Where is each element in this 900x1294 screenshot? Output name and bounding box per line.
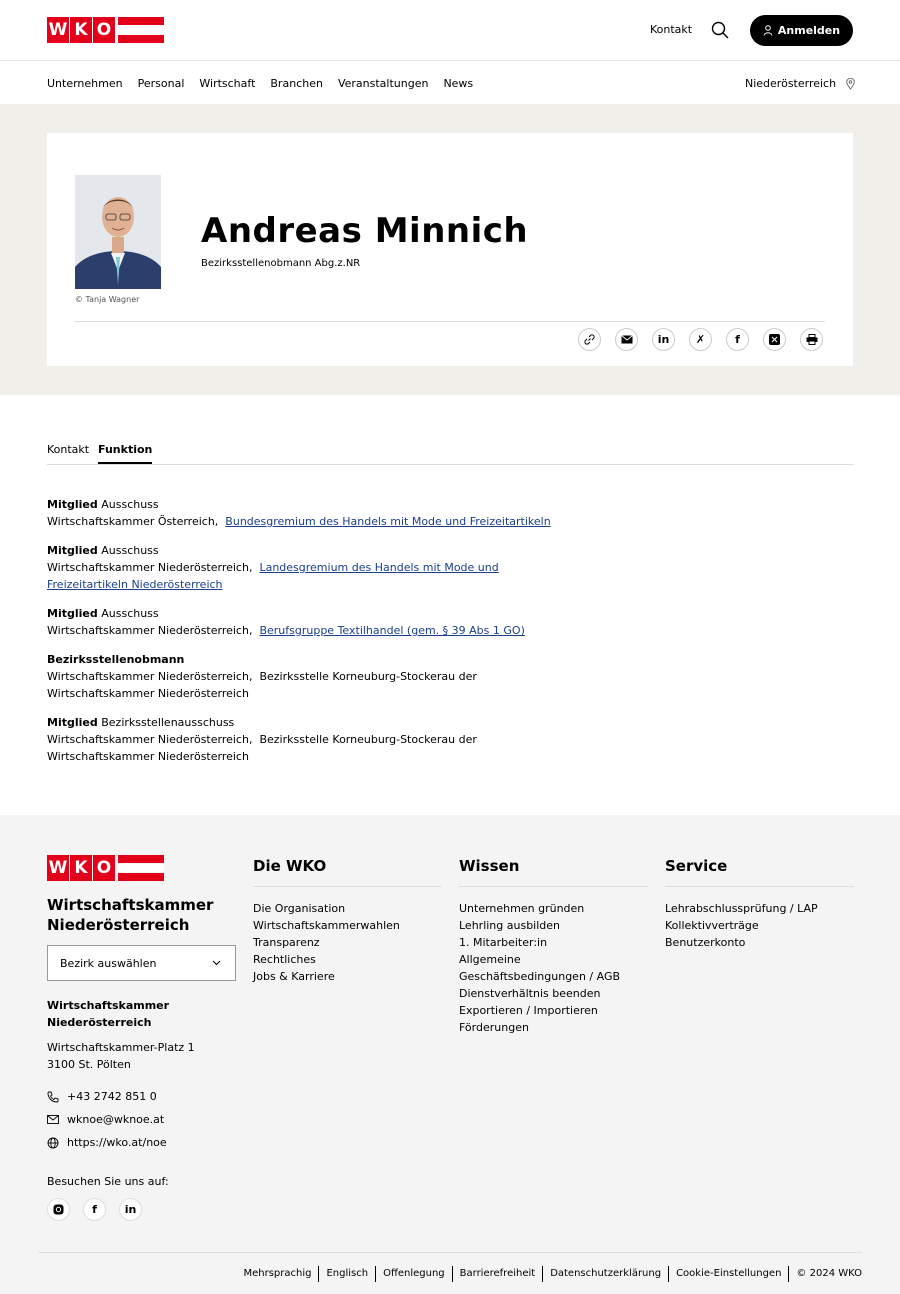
- function-link[interactable]: Bundesgremium des Handels mit Mode und Freizeitartikeln: [225, 515, 551, 528]
- footer-link[interactable]: Kollektivverträge: [665, 919, 759, 932]
- footer-col-die-wko: Die WKO Die Organisation Wirtschaftskammerwahlen Transparenz Rechtliches Jobs & Karriere: [253, 857, 442, 985]
- wko-logo-footer[interactable]: W K O: [47, 855, 164, 881]
- footer-link[interactable]: Lehrling ausbilden: [459, 919, 561, 932]
- footer-link[interactable]: Allgemeine Geschäftsbedingungen / AGB: [459, 953, 621, 983]
- list-item: Bezirksstellenobmann Wirtschaftskammer Niederösterreich, Bezirksstelle Korneuburg-Stockerau der Wirtschaftskammer Niederösterreich: [47, 653, 477, 700]
- mail-icon: [47, 1115, 59, 1124]
- footer-org-name: Wirtschaftskammer Niederösterreich: [47, 896, 214, 934]
- footer-link[interactable]: Dienstverhältnis beenden: [459, 987, 601, 1000]
- legal-link[interactable]: Mehrsprachig: [236, 1266, 319, 1282]
- facebook-icon[interactable]: f: [726, 328, 749, 351]
- footer-link[interactable]: Wirtschaftskammerwahlen: [253, 919, 400, 932]
- profile-photo: [75, 175, 161, 289]
- globe-icon: [47, 1137, 59, 1149]
- nav-item-unternehmen[interactable]: Unternehmen: [47, 77, 123, 90]
- footer-address: Wirtschaftskammer Niederösterreich Wirtschaftskammer-Platz 1 3100 St. Pölten: [47, 999, 195, 1071]
- profile-name: Andreas Minnich: [201, 211, 529, 251]
- list-item: Mitglied Bezirksstellenausschuss Wirtschaftskammer Niederösterreich, Bezirksstelle Korneuburg-Stockerau der Wirtschaftskammer Niederösterreich: [47, 716, 477, 763]
- legal-links: [236, 1266, 862, 1282]
- divider: [75, 321, 825, 322]
- divider: [38, 1252, 862, 1253]
- legal-link[interactable]: Barrierefreiheit: [453, 1266, 544, 1282]
- footer-phone[interactable]: +43 2742 851 0: [47, 1090, 157, 1103]
- footer-link[interactable]: Benutzerkonto: [665, 936, 746, 949]
- legal-link[interactable]: Offenlegung: [376, 1266, 453, 1282]
- footer-email[interactable]: wknoe@wknoe.at: [47, 1113, 164, 1126]
- facebook-icon[interactable]: f: [83, 1198, 106, 1221]
- location-pin-icon: [846, 78, 855, 90]
- wko-logo[interactable]: W K O: [47, 17, 164, 43]
- footer-link[interactable]: Unternehmen gründen: [459, 902, 585, 915]
- footer-col-wissen: Wissen Unternehmen gründen Lehrling ausbilden 1. Mitarbeiter:in Allgemeine Geschäftsbedingungen / AGB Dienstverhältnis beenden Exportieren / Importieren Förderungen: [459, 857, 648, 1036]
- nav-item-wirtschaft[interactable]: Wirtschaft: [199, 77, 256, 90]
- x-icon[interactable]: [763, 328, 786, 351]
- contact-link[interactable]: Kontakt: [650, 23, 693, 36]
- photo-credit: © Tanja Wagner: [75, 295, 140, 304]
- profile-role: Bezirksstellenobmann Abg.z.NR: [201, 258, 361, 269]
- legal-link[interactable]: Englisch: [319, 1266, 376, 1282]
- nav-item-veranstaltungen[interactable]: Veranstaltungen: [337, 77, 429, 90]
- social-label: Besuchen Sie uns auf:: [47, 1175, 169, 1188]
- tab-kontakt[interactable]: Kontakt: [47, 443, 90, 456]
- linkedin-icon[interactable]: in: [119, 1198, 142, 1221]
- footer-link[interactable]: Jobs & Karriere: [253, 970, 335, 983]
- legal-link[interactable]: Datenschutzerklärung: [543, 1266, 669, 1282]
- search-icon[interactable]: [711, 21, 729, 39]
- nav-item-personal[interactable]: Personal: [137, 77, 185, 90]
- footer-link[interactable]: Lehrabschlussprüfung / LAP: [665, 902, 818, 915]
- footer-link[interactable]: Transparenz: [253, 936, 320, 949]
- main-nav: [0, 62, 900, 104]
- function-link[interactable]: Berufsgruppe Textilhandel (gem. § 39 Abs 1 GO): [259, 624, 525, 637]
- footer-web[interactable]: https://wko.at/noe: [47, 1136, 167, 1149]
- user-icon: [763, 25, 773, 36]
- share-bar: [578, 328, 823, 351]
- xing-icon[interactable]: ✗: [689, 328, 712, 351]
- footer: [0, 815, 900, 1294]
- instagram-icon[interactable]: [47, 1198, 70, 1221]
- phone-icon: [47, 1091, 59, 1103]
- tab-funktion[interactable]: Funktion: [98, 443, 152, 464]
- print-icon[interactable]: [800, 328, 823, 351]
- link-icon[interactable]: [578, 328, 601, 351]
- chevron-down-icon: [212, 960, 221, 966]
- tab-bar: [47, 443, 853, 465]
- social-links: [47, 1198, 142, 1221]
- list-item: Mitglied Ausschuss Wirtschaftskammer Niederösterreich, Landesgremium des Handels mit Mode und Freizeitartikeln Niederösterreich: [47, 544, 499, 591]
- legal-link[interactable]: Cookie-Einstellungen: [669, 1266, 789, 1282]
- footer-link[interactable]: Exportieren / Importieren: [459, 1004, 598, 1017]
- function-link[interactable]: Landesgremium des Handels mit Mode und Freizeitartikeln Niederösterreich: [47, 561, 499, 591]
- function-list: [47, 496, 567, 777]
- nav-item-news[interactable]: News: [443, 77, 474, 90]
- list-item: Mitglied Ausschuss Wirtschaftskammer Österreich, Bundesgremium des Handels mit Mode und Freizeitartikeln: [47, 498, 551, 528]
- footer-link[interactable]: 1. Mitarbeiter:in: [459, 936, 548, 949]
- linkedin-icon[interactable]: in: [652, 328, 675, 351]
- footer-col-service: Service Lehrabschlussprüfung / LAP Kollektivverträge Benutzerkonto: [665, 857, 854, 951]
- footer-link[interactable]: Förderungen: [459, 1021, 529, 1034]
- profile-card: [47, 133, 853, 366]
- copyright: © 2024 WKO: [796, 1268, 862, 1279]
- footer-link[interactable]: Die Organisation: [253, 902, 346, 915]
- bezirk-select[interactable]: Bezirk auswählen: [47, 945, 236, 981]
- login-button[interactable]: Anmelden: [750, 15, 853, 46]
- footer-link[interactable]: Rechtliches: [253, 953, 316, 966]
- nav-item-branchen[interactable]: Branchen: [270, 77, 323, 90]
- mail-icon[interactable]: [615, 328, 638, 351]
- top-bar: [0, 0, 900, 61]
- region-selector[interactable]: Niederösterreich: [745, 77, 855, 90]
- list-item: Mitglied Ausschuss Wirtschaftskammer Niederösterreich, Berufsgruppe Textilhandel (gem. § 39 Abs 1 GO): [47, 607, 525, 637]
